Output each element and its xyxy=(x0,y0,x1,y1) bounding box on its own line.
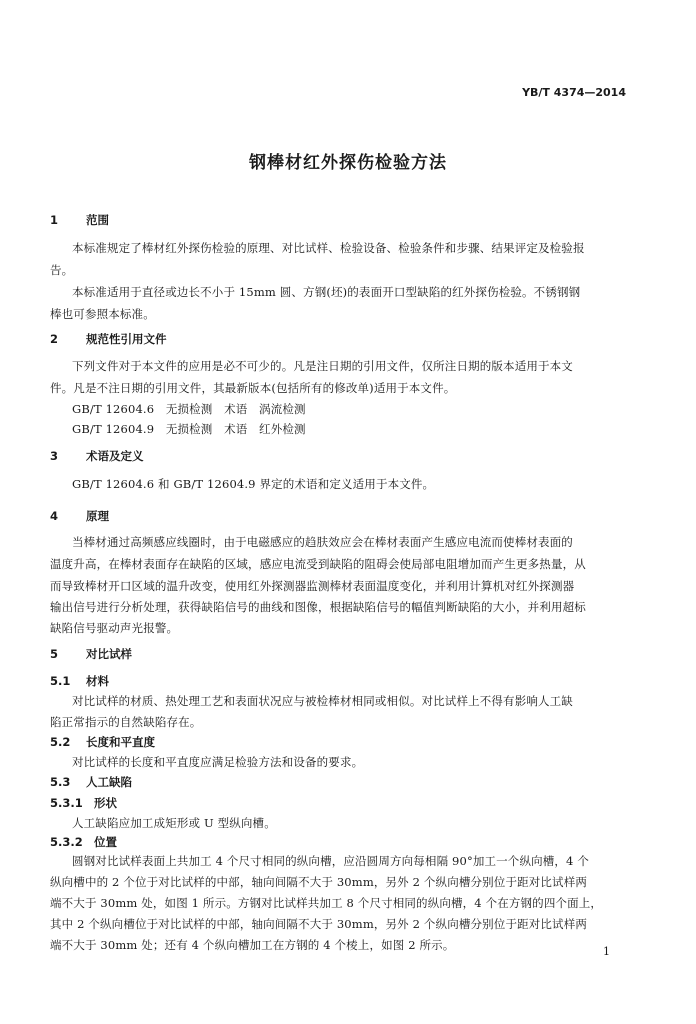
paragraph-line: 端不大于 30mm 处；还有 4 个纵向槽加工在方钢的 4 个棱上，如图 2 所示。 xyxy=(50,938,455,952)
paragraph-line: 下列文件对于本文件的应用是必不可少的。凡是注日期的引用文件，仅所注日期的版本适用于本文 xyxy=(72,359,573,373)
paragraph-line: 当棒材通过高频感应线圈时，由于电磁感应的趋肤效应会在棒材表面产生感应电流而使棒材表面的 xyxy=(72,535,573,549)
subsection-title: 位置 xyxy=(94,835,117,849)
document-title: 钢棒材红外探伤检验方法 xyxy=(249,153,447,173)
paragraph-line: 人工缺陷应加工成矩形或 U 型纵向槽。 xyxy=(72,816,276,830)
paragraph-line: 其中 2 个纵向槽位于对比试样的中部，轴向间隔不大于 30mm，另外 2 个纵向槽分别位于距对比试样两 xyxy=(50,917,587,931)
subsection-title: 人工缺陷 xyxy=(86,775,132,789)
section-2-heading xyxy=(50,331,167,347)
reference-item: GB/T 12604.9 无损检测 术语 红外检测 xyxy=(72,422,306,436)
section-1-heading xyxy=(50,212,109,228)
section-4-heading xyxy=(50,508,109,524)
paragraph-line: 温度升高，在棒材表面存在缺陷的区域，感应电流受到缺陷的阻碍会使局部电阻增加而产生更多热量，从 xyxy=(50,557,586,571)
section-title: 术语及定义 xyxy=(86,449,144,463)
paragraph-line: 件。凡是不注日期的引用文件，其最新版本(包括所有的修改单)适用于本文件。 xyxy=(50,381,456,395)
subsection-5-3-heading xyxy=(50,774,132,790)
page-number: 1 xyxy=(603,945,610,958)
section-title: 范围 xyxy=(86,213,109,227)
paragraph-line: 而导致棒材开口区域的温升改变，使用红外探测器监测棒材表面温度变化，并利用计算机对红外探测器 xyxy=(50,579,575,593)
paragraph-line: GB/T 12604.6 和 GB/T 12604.9 界定的术语和定义适用于本文件。 xyxy=(72,477,435,491)
paragraph-line: 告。 xyxy=(50,263,74,277)
subsection-5-3-2-heading xyxy=(50,834,117,850)
section-5-heading xyxy=(50,646,132,662)
paragraph-line: 缺陷信号驱动声光报警。 xyxy=(50,621,179,635)
subsection-number: 5.3 xyxy=(50,775,71,789)
subsection-5-3-1-heading xyxy=(50,795,117,811)
section-number: 4 xyxy=(50,509,59,523)
subsection-5-1-heading xyxy=(50,673,109,689)
paragraph-line: 输出信号进行分析处理，获得缺陷信号的曲线和图像，根据缺陷信号的幅值判断缺陷的大小，并利用超标 xyxy=(50,600,586,614)
paragraph-line: 圆钢对比试样表面上共加工 4 个尺寸相同的纵向槽，应沿圆周方向每相隔 90°加工一个纵向槽，4 个 xyxy=(72,854,589,868)
section-number: 5 xyxy=(50,647,59,661)
reference-item: GB/T 12604.6 无损检测 术语 涡流检测 xyxy=(72,402,306,416)
subsection-number: 5.1 xyxy=(50,674,71,688)
paragraph-line: 对比试样的长度和平直度应满足检验方法和设备的要求。 xyxy=(72,755,364,769)
paragraph-line: 本标准适用于直径或边长不小于 15mm 圆、方钢(坯)的表面开口型缺陷的红外探伤检验。不锈钢钢 xyxy=(72,285,581,299)
subsection-5-2-heading xyxy=(50,734,155,750)
paragraph-line: 对比试样的材质、热处理工艺和表面状况应与被检棒材相同或相似。对比试样上不得有影响人工缺 xyxy=(72,694,573,708)
subsection-number: 5.3.1 xyxy=(50,796,83,810)
section-number: 2 xyxy=(50,332,59,346)
subsection-number: 5.3.2 xyxy=(50,835,83,849)
section-title: 原理 xyxy=(86,509,109,523)
standard-number: YB/T 4374—2014 xyxy=(522,86,626,99)
section-3-heading xyxy=(50,448,144,464)
section-number: 3 xyxy=(50,449,59,463)
section-title: 对比试样 xyxy=(86,647,132,661)
section-number: 1 xyxy=(50,213,59,227)
section-title: 规范性引用文件 xyxy=(86,332,167,346)
subsection-title: 长度和平直度 xyxy=(86,735,155,749)
subsection-title: 材料 xyxy=(86,674,109,688)
paragraph-line: 棒也可参照本标准。 xyxy=(50,307,155,321)
paragraph-line: 本标准规定了棒材红外探伤检验的原理、对比试样、检验设备、检验条件和步骤、结果评定及检验报 xyxy=(72,241,585,255)
paragraph-line: 端不大于 30mm 处，如图 1 所示。方钢对比试样共加工 8 个尺寸相同的纵向槽，4 个在方钢的四个面上， xyxy=(50,896,603,910)
subsection-number: 5.2 xyxy=(50,735,71,749)
subsection-title: 形状 xyxy=(94,796,117,810)
paragraph-line: 陷正常指示的自然缺陷存在。 xyxy=(50,715,202,729)
paragraph-line: 纵向槽中的 2 个位于对比试样的中部，轴向间隔不大于 30mm，另外 2 个纵向槽分别位于距对比试样两 xyxy=(50,875,587,889)
